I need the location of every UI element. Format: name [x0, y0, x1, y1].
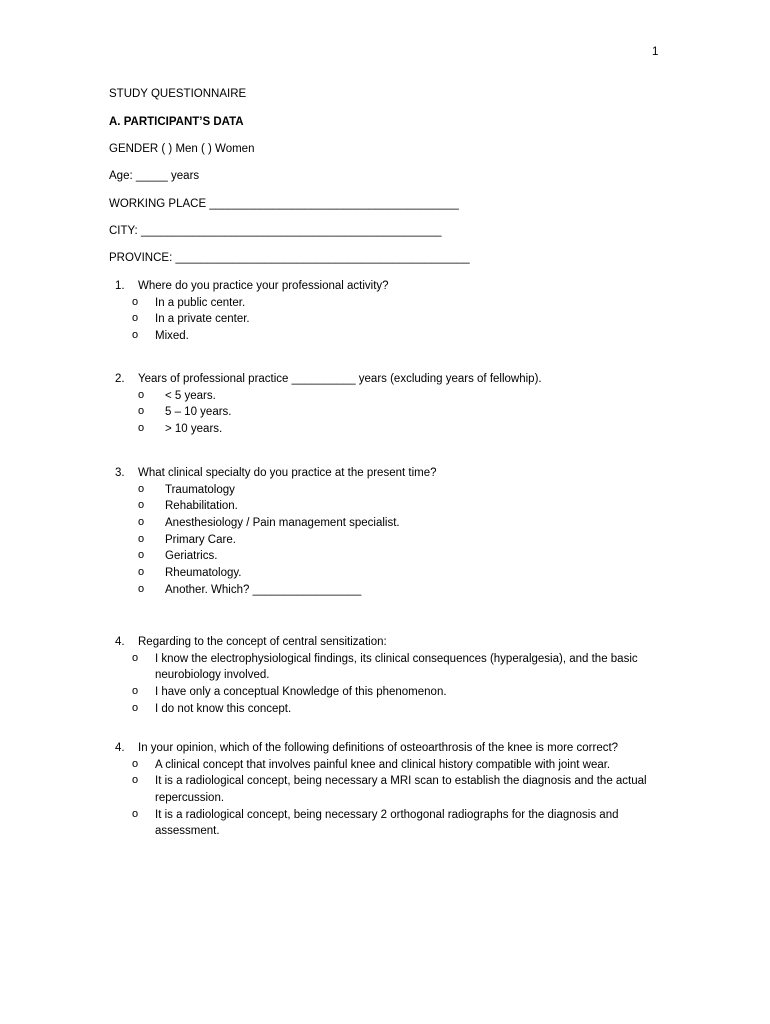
bullet-icon: o — [132, 312, 139, 325]
bullet-icon: o — [132, 774, 139, 787]
option: o Primary Care. — [138, 532, 236, 546]
bullet-icon: o — [138, 388, 145, 401]
option: o Rehabilitation. — [138, 499, 238, 513]
province-field: PROVINCE: ______________________________________________ — [109, 252, 470, 264]
bullet-icon: o — [132, 807, 139, 820]
document-title: STUDY QUESTIONNAIRE — [109, 88, 247, 100]
option: o Traumatology — [138, 482, 235, 496]
question-number: 3. — [115, 467, 125, 479]
question-number: 4. — [115, 742, 125, 754]
bullet-icon: o — [138, 516, 145, 529]
bullet-icon: o — [132, 651, 139, 664]
question-number: 2. — [115, 373, 125, 385]
page-number: 1 — [652, 46, 659, 58]
bullet-icon: o — [138, 566, 145, 579]
question-text: Where do you practice your professional activity? — [138, 280, 389, 292]
question-2 — [109, 371, 669, 438]
question-number: 4. — [115, 636, 125, 648]
question-text: Years of professional practice __________ years (excluding years of fellowhip). — [138, 373, 542, 385]
option: o 5 – 10 years. — [138, 405, 232, 419]
option: o Another. Which? _________________ — [138, 582, 362, 596]
bullet-icon: o — [132, 701, 139, 714]
question-number: 1. — [115, 280, 125, 292]
age-field: Age: _____ years — [109, 170, 200, 182]
question-5 — [109, 740, 669, 840]
bullet-icon: o — [138, 405, 145, 418]
option: o > 10 years. — [138, 422, 223, 436]
option: o Rheumatology. — [138, 566, 242, 580]
option: o Anesthesiology / Pain management specialist. — [138, 516, 400, 530]
option: o I have only a conceptual Knowledge of this phenomenon. — [132, 685, 447, 699]
option: o < 5 years. — [138, 388, 216, 402]
working-place-field: WORKING PLACE _______________________________________ — [109, 198, 459, 210]
option: o In a private center. — [132, 312, 250, 326]
gender-field: GENDER ( ) Men ( ) Women — [109, 143, 255, 155]
question-4 — [109, 634, 669, 717]
bullet-icon: o — [138, 499, 145, 512]
bullet-icon: o — [138, 582, 145, 595]
bullet-icon: o — [132, 295, 139, 308]
section-heading: A. PARTICIPANT’S DATA — [109, 116, 244, 128]
option: o It is a radiological concept, being necessary 2 orthogonal radiographs for the diagnosis and assessment. — [132, 807, 619, 838]
city-field: CITY: _______________________________________________ — [109, 225, 442, 237]
bullet-icon: o — [132, 757, 139, 770]
bullet-icon: o — [138, 422, 145, 435]
option: o Geriatrics. — [138, 549, 218, 563]
question-text: Regarding to the concept of central sensitization: — [138, 636, 387, 648]
question-text: In your opinion, which of the following definitions of osteoarthrosis of the knee is more correct? — [138, 742, 619, 754]
question-1 — [109, 278, 669, 345]
question-text: What clinical specialty do you practice at the present time? — [138, 467, 437, 479]
option: o Mixed. — [132, 329, 189, 343]
option: o It is a radiological concept, being necessary a MRI scan to establish the diagnosis and the actual repercussion. — [132, 774, 647, 805]
bullet-icon: o — [138, 532, 145, 545]
option: o A clinical concept that involves painful knee and clinical history compatible with joint wear. — [132, 757, 611, 771]
bullet-icon: o — [132, 329, 139, 342]
bullet-icon: o — [132, 685, 139, 698]
option: o I know the electrophysiological findings, its clinical consequences (hyperalgesia), and the basic neurobiology involved. — [132, 651, 638, 682]
option: o In a public center. — [132, 295, 246, 309]
option: o I do not know this concept. — [132, 701, 292, 715]
bullet-icon: o — [138, 549, 145, 562]
bullet-icon: o — [138, 482, 145, 495]
question-3 — [109, 465, 669, 598]
